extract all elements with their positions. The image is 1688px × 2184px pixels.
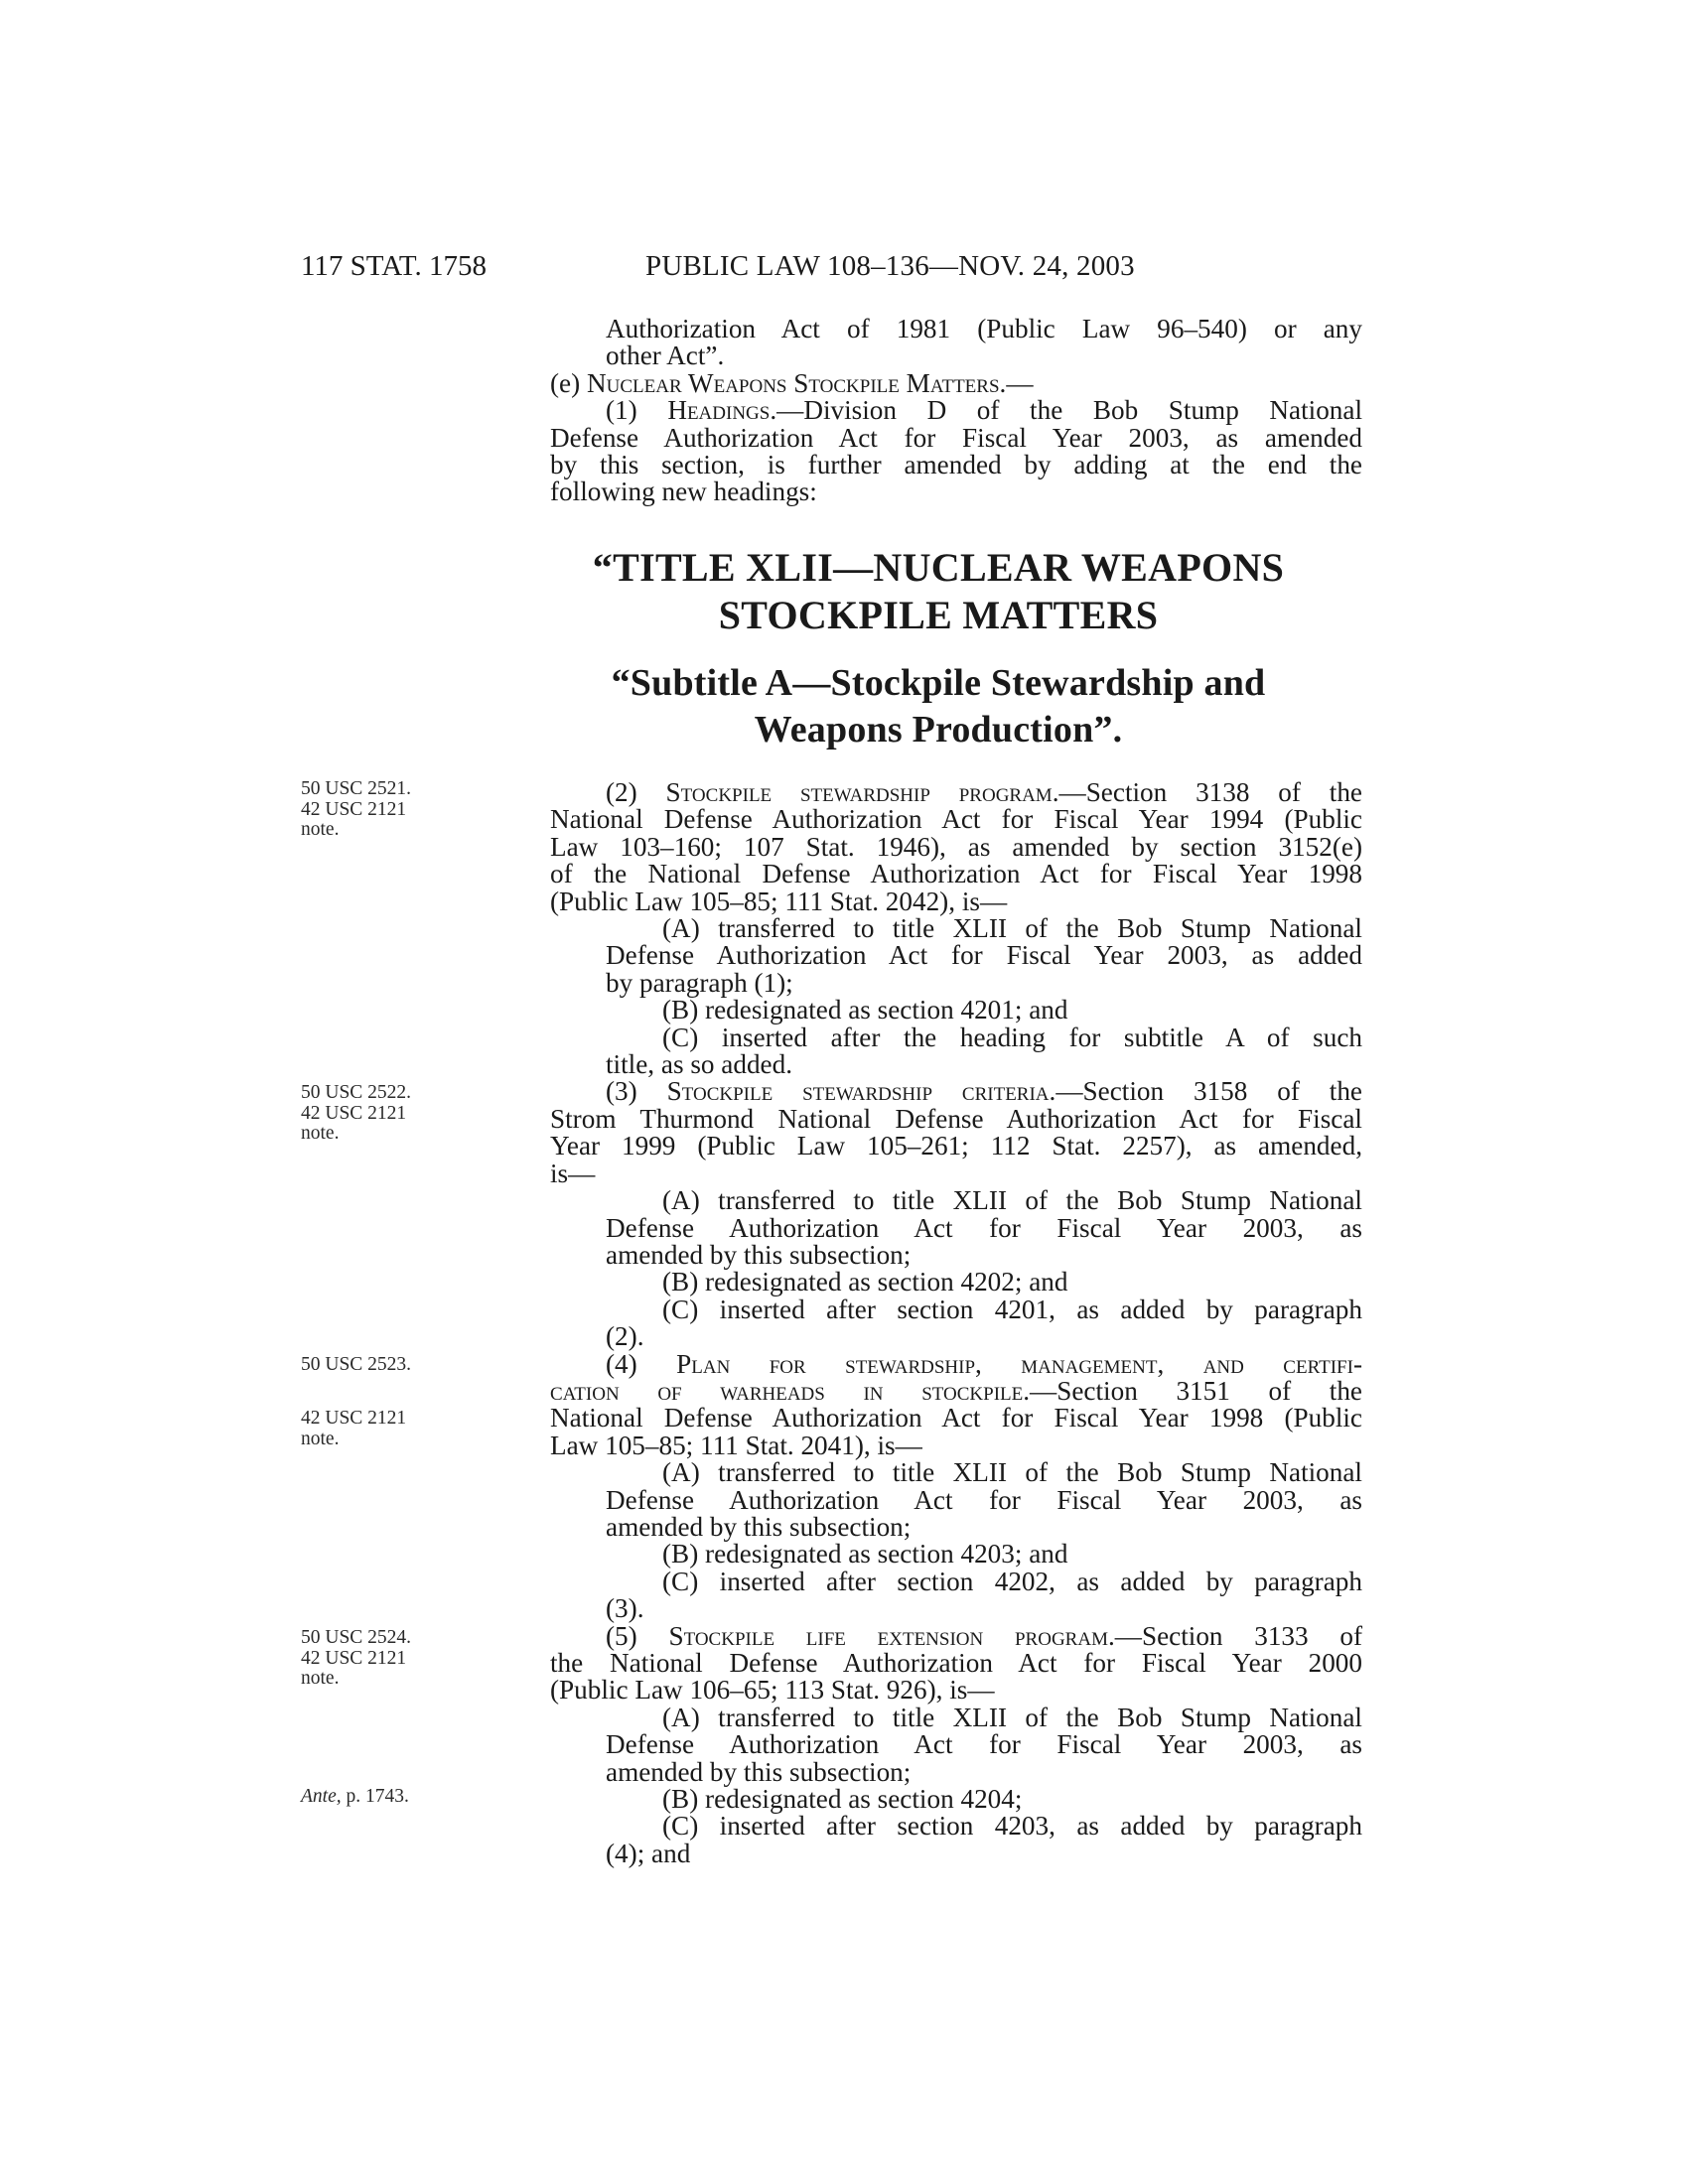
margin-note-line: note. (301, 1428, 340, 1449)
margin-note-line: note. (301, 1123, 340, 1144)
paragraph-2-heading (550, 779, 1362, 806)
clause-line: (B) redesignated as section 4201; and (662, 995, 1068, 1025)
margin-note-50-usc-2521 (301, 779, 411, 841)
paragraph-3-heading (550, 1078, 1362, 1105)
margin-note-line: 42 USC 2121 (301, 1102, 407, 1124)
text-line: the National Defense Authorization Act for Fiscal Year 2000 (550, 1648, 1362, 1678)
subsection-number: (e) (550, 367, 587, 398)
margin-note-50-usc-2523 (301, 1355, 411, 1376)
text-line: National Defense Authorization Act for Fiscal Year 1994 (Public (550, 804, 1362, 835)
text-line: following new headings: (550, 477, 817, 507)
paragraph-number: (4) (606, 1348, 677, 1379)
clause-line: (B) redesignated as section 4204; (662, 1784, 1023, 1815)
margin-note-italic: Ante, (301, 1786, 342, 1807)
heading-line: “TITLE XLII—NUCLEAR WEAPONS (592, 545, 1285, 590)
margin-note-line: 42 USC 2121 (301, 1647, 407, 1669)
margin-note-line: note. (301, 819, 340, 840)
text-line: is— (550, 1158, 596, 1188)
paragraph-title: Stockpile life extension program (668, 1620, 1108, 1651)
clause-line: (2). (606, 1321, 644, 1352)
text-line: (Public Law 105–85; 111 Stat. 2042), is— (550, 886, 1008, 916)
clause-line: (A) transferred to title XLII of the Bob Stump National (662, 1457, 1362, 1488)
paragraph-number: (2) (606, 777, 666, 807)
paragraph-title: Plan for stewardship, management, and certifi- (676, 1348, 1362, 1379)
intro-text-block (550, 316, 1362, 506)
margin-note-50-usc-2522 (301, 1083, 411, 1145)
subsection-dash: .— (999, 367, 1034, 398)
clause-line: Defense Authorization Act for Fiscal Year 2003, as (606, 1212, 1362, 1243)
clause-line: Defense Authorization Act for Fiscal Year 2003, as (606, 1484, 1362, 1515)
text-line: Authorization Act of 1981 (Public Law 96–540) or any (606, 314, 1362, 343)
subsection-e-heading (550, 367, 1362, 398)
paragraph-number: (5) (606, 1620, 669, 1651)
clause-line: (C) inserted after section 4201, as added by paragraph (662, 1294, 1362, 1324)
clause-line: (C) inserted after section 4203, as added by paragraph (662, 1811, 1362, 1842)
clause-line: (C) inserted after the heading for subtitle A of such (662, 1022, 1362, 1052)
paragraphs-block (550, 779, 1362, 1867)
clause-line: Defense Authorization Act for Fiscal Year 2003, as (606, 1729, 1362, 1760)
heading-line: “Subtitle A—Stockpile Stewardship and (611, 662, 1266, 704)
text-line: Law 103–160; 107 Stat. 1946), as amended by section 3152(e) (550, 831, 1362, 862)
clause-line: (A) transferred to title XLII of the Bob Stump National (662, 1702, 1362, 1732)
paragraph-text: .—Section 3151 of the (1023, 1375, 1362, 1406)
margin-note-line: p. 1743. (341, 1786, 409, 1807)
paragraph-title: Stockpile stewardship criteria (666, 1076, 1050, 1107)
text-line: Year 1999 (Public Law 105–261; 112 Stat. 2257), as amended, (550, 1131, 1362, 1161)
clause-line: (4); and (606, 1838, 691, 1868)
margin-note-line: note. (301, 1668, 340, 1689)
text-line: National Defense Authorization Act for Fiscal Year 1998 (Public (550, 1403, 1362, 1433)
clause-line: (3). (606, 1593, 644, 1624)
subtitle-a-heading (516, 660, 1360, 753)
paragraph-4-heading-cont (550, 1375, 1362, 1406)
clause-line: Defense Authorization Act for Fiscal Year 2003, as added (606, 940, 1362, 971)
clause-line: amended by this subsection; (606, 1511, 912, 1542)
public-law-reference: PUBLIC LAW 108–136—NOV. 24, 2003 (645, 250, 1135, 282)
clause-line: title, as so added. (606, 1049, 793, 1080)
paragraph-5-heading (550, 1620, 1363, 1651)
margin-note-ante (301, 1787, 409, 1808)
text-line: Strom Thurmond National Defense Authorization Act for Fiscal (550, 1103, 1362, 1134)
heading-line: STOCKPILE MATTERS (718, 593, 1159, 637)
text-line: Defense Authorization Act for Fiscal Year 2003, as amended (550, 422, 1362, 453)
paragraph-number: (1) (606, 395, 668, 426)
paragraph-text: .—Section 3158 of the (1049, 1076, 1362, 1107)
subsection-title: Nuclear Weapons Stockpile Matters (586, 367, 1000, 398)
page-header (0, 250, 1688, 290)
text-line: other Act”. (606, 341, 725, 371)
margin-note-line: 50 USC 2521. (301, 778, 412, 799)
text-line: Law 105–85; 111 Stat. 2041), is— (550, 1430, 922, 1460)
margin-note-line: 50 USC 2524. (301, 1627, 412, 1648)
statute-page-reference: 117 STAT. 1758 (301, 250, 487, 282)
heading-line: Weapons Production”. (754, 709, 1123, 751)
clause-line: amended by this subsection; (606, 1239, 912, 1270)
margin-note-50-usc-2524 (301, 1628, 411, 1690)
margin-note-42-usc-2121 (301, 1409, 406, 1449)
margin-note-line: 50 USC 2523. (301, 1354, 412, 1375)
margin-note-line: 42 USC 2121 (301, 798, 407, 820)
clause-line: (C) inserted after section 4202, as added by paragraph (662, 1566, 1362, 1596)
paragraph-title: Stockpile stewardship program (665, 777, 1053, 807)
text-line: by this section, is further amended by adding at the end the (550, 450, 1362, 480)
text-line: of the National Defense Authorization Act for Fiscal Year 1998 (550, 859, 1362, 889)
paragraph-4-heading (550, 1348, 1362, 1379)
clause-line: (B) redesignated as section 4202; and (662, 1267, 1068, 1297)
paragraph-text: .—Section 3138 of the (1052, 777, 1362, 807)
text-line: (Public Law 106–65; 113 Stat. 926), is— (550, 1675, 995, 1706)
paragraph-1-heading (550, 397, 1362, 424)
title-xlii-heading (516, 544, 1360, 639)
paragraph-title: cation of warheads in stockpile (550, 1375, 1024, 1406)
clause-line: (A) transferred to title XLII of the Bob Stump National (662, 1185, 1362, 1216)
paragraph-text: .—Section 3133 of (1107, 1620, 1363, 1651)
paragraph-title: Headings (667, 395, 771, 426)
margin-note-line: 42 USC 2121 (301, 1408, 407, 1429)
clause-line: (B) redesignated as section 4203; and (662, 1539, 1068, 1570)
paragraph-number: (3) (606, 1076, 667, 1107)
paragraph-text: .—Division D of the Bob Stump National (770, 395, 1363, 426)
clause-line: amended by this subsection; (606, 1756, 912, 1787)
margin-note-line: 50 USC 2522. (301, 1082, 412, 1103)
clause-line: by paragraph (1); (606, 967, 793, 998)
clause-line: (A) transferred to title XLII of the Bob Stump National (662, 913, 1362, 944)
